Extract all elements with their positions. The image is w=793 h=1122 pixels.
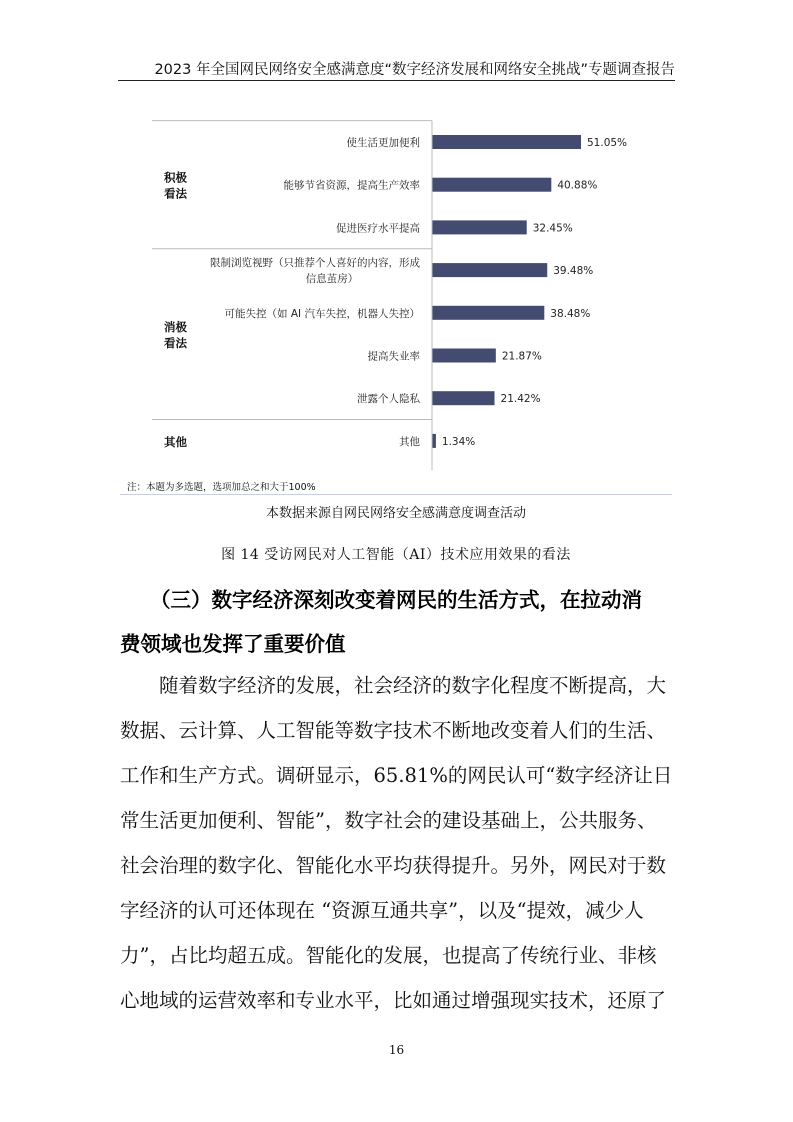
- bar-value-label: 1.34%: [441, 435, 476, 448]
- body-line: 力”，占比均超五成。智能化的发展，也提高了传统行业、非核: [120, 944, 657, 967]
- chart-source: 本数据来源自网民网络安全感满意度调查活动: [265, 506, 526, 521]
- ai-opinion-chart: [120, 110, 680, 490]
- bar-category-label: 信息茧房）: [305, 273, 359, 286]
- page-number: 16: [388, 1043, 405, 1057]
- section-title-line-2: 费领域也发挥了重要价值: [120, 632, 346, 656]
- body-line: 随着数字经济的发展，社会经济的数字化程度不断提高，大: [120, 674, 667, 697]
- body-line: 社会治理的数字化、智能化水平均获得提升。另外，网民对于数: [120, 854, 667, 877]
- chart-svg: [120, 110, 680, 490]
- bar-category-label: 促进医疗水平提高: [336, 222, 420, 235]
- figure-caption: 图 14 受访网民对人工智能（AI）技术应用效果的看法: [221, 547, 571, 563]
- bar-value-label: 51.05%: [587, 137, 628, 149]
- section-title-line-1: （三）数字经济深刻改变着网民的生活方式，在拉动消: [150, 588, 642, 612]
- chart-bar: [432, 391, 495, 405]
- bar-category-label: 其他: [399, 435, 420, 448]
- chart-bar: [432, 135, 581, 149]
- body-line: 常生活更加便利、智能”，数字社会的建设基础上，公共服务、: [120, 809, 657, 832]
- bar-category-label: 可能失控（如 AI 汽车失控，机器人失控）: [224, 307, 420, 320]
- bar-value-label: 40.88%: [557, 179, 598, 192]
- bar-value-label: 21.87%: [501, 350, 542, 363]
- bar-value-label: 21.42%: [500, 393, 541, 406]
- chart-bar: [432, 220, 527, 234]
- chart-bar: [432, 349, 496, 363]
- chart-bar: [432, 178, 551, 192]
- bar-category-label: 能够节省资源，提高生产效率: [283, 179, 420, 192]
- bar-category-label: 提高失业率: [367, 350, 420, 363]
- bar-value-label: 38.48%: [550, 307, 591, 320]
- body-line: 数据、云计算、人工智能等数字技术不断地改变着人们的生活、: [120, 719, 667, 742]
- body-line: 心地域的运营效率和专业水平，比如通过增强现实技术，还原了: [120, 989, 667, 1012]
- bar-value-label: 39.48%: [553, 265, 594, 278]
- group-label: 其他: [164, 434, 187, 449]
- bar-category-label: 限制浏览视野（只推荐个人喜好的内容，形成: [210, 257, 420, 270]
- body-line: 字经济的认可还体现在 “资源互通共享”，以及“提效，减少人: [120, 899, 644, 922]
- bar-category-label: 泄露个人隐私: [357, 393, 420, 406]
- chart-note: 注：本题为多选题，选项加总之和大于100%: [127, 482, 316, 493]
- group-label: 看法: [164, 336, 187, 351]
- header-rule: [118, 80, 675, 81]
- chart-bar: [432, 434, 436, 448]
- source-rule: [120, 494, 672, 495]
- chart-bar: [432, 306, 544, 320]
- group-label: 积极: [164, 170, 187, 185]
- group-label: 消极: [164, 320, 187, 335]
- page-header: 2023 年全国网民网络安全感满意度“数字经济发展和网络安全挑战”专题调查报告: [154, 62, 675, 78]
- chart-bar: [432, 263, 547, 277]
- bar-value-label: 32.45%: [532, 222, 573, 235]
- bar-category-label: 使生活更加便利: [346, 137, 420, 149]
- body-line: 工作和生产方式。调研显示，65.81%的网民认可“数字经济让日: [120, 764, 673, 787]
- group-label: 看法: [164, 186, 187, 201]
